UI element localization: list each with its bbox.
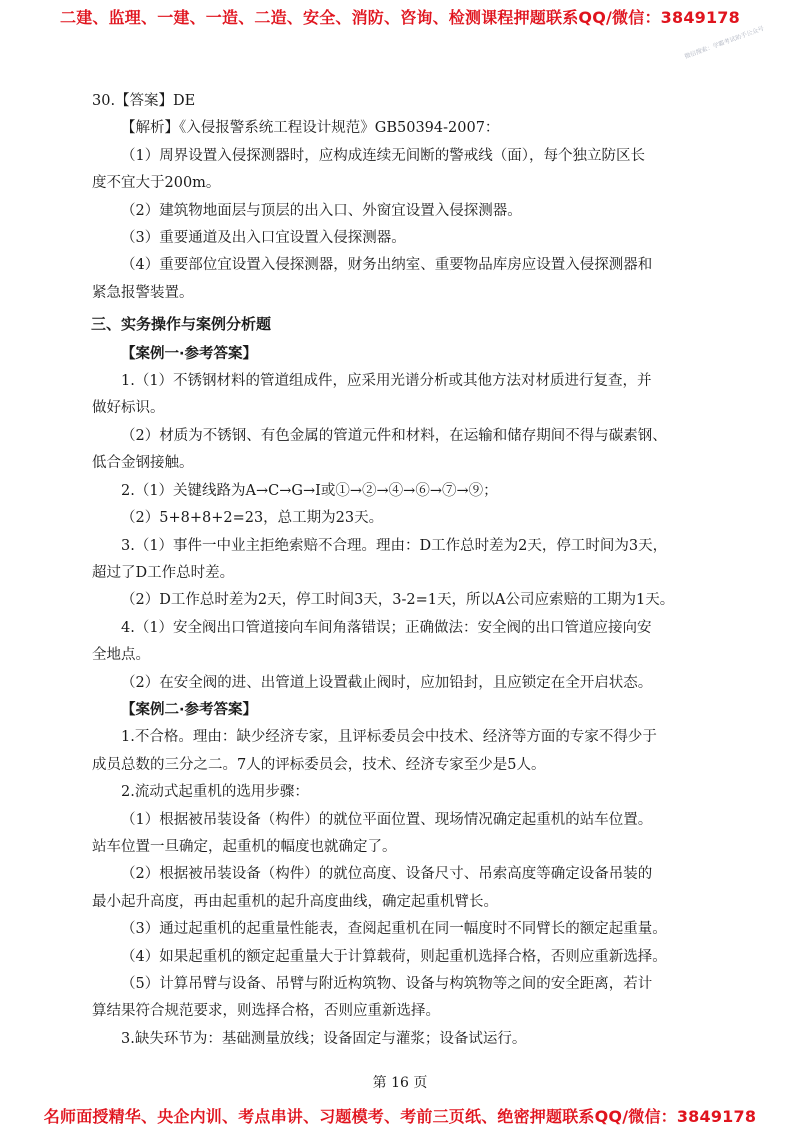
section-title: 三、实务操作与案例分析题 [91, 315, 272, 334]
q30-item3: （3）重要通道及出入口宜设置入侵探测器。 [121, 230, 406, 247]
q30-item4: （4）重要部位宜设置入侵探测器，财务出纳室、重要物品库房应设置入侵探测器和 [121, 257, 653, 274]
case2-line: （2）根据被吊装设备（构件）的就位高度、设备尺寸、吊索高度等确定设备吊装的 [121, 866, 653, 883]
case1-line: 低合金钢接触。 [92, 455, 194, 472]
case2-line: （5）计算吊臂与设备、吊臂与附近构筑物、设备与构筑物等之间的安全距离，若计 [121, 976, 653, 992]
case1-line: 3.（1）事件一中业主拒绝索赔不合理。理由：D工作总时差为2天，停工时间为3天， [121, 537, 668, 554]
case2-line: 最小起升高度，再由起重机的起升高度曲线，确定起重机臂长。 [92, 893, 498, 910]
case1-line: （2）D工作总时差为2天，停工时间3天，3-2=1天，所以A公司应索赔的工期为1天。 [121, 592, 675, 609]
case1-line: （2）5+8+8+2=23，总工期为23天。 [121, 510, 384, 527]
case1-line: （2）在安全阀的进、出管道上设置截止阀时，应加铅封，且应锁定在全开启状态。 [121, 674, 653, 691]
case1-line: （2）材质为不锈钢、有色金属的管道元件和材料，在运输和储存期间不得与碳素钢、 [121, 427, 667, 444]
case2-line: 成员总数的三分之二。7人的评标委员会，技术、经济专家至少是5人。 [92, 756, 546, 773]
watermark-text: 微信搜索：学霸考试助手公众号 [683, 25, 766, 61]
q30-item1-cont: 度不宜大于200m。 [92, 175, 221, 192]
q30-item1: （1）周界设置入侵探测器时，应构成连续无间断的警戒线（面），每个独立防区长 [121, 147, 645, 164]
case2-line: 算结果符合规范要求，则选择合格，否则应重新选择。 [92, 1003, 440, 1020]
case2-line: 站车位置一旦确定，起重机的幅度也就确定了。 [92, 838, 397, 855]
bottom-banner: 名师面授精华、央企内训、考点串讲、习题模考、考前三页纸、绝密押题联系QQ/微信：3849178 [43, 1107, 757, 1126]
q30-analysis: 【解析】《入侵报警系统工程设计规范》GB50394-2007： [121, 120, 500, 137]
case1-line: 1.（1）不锈钢材料的管道组成件，应采用光谱分析或其他方法对材质进行复查，并 [121, 373, 652, 390]
case2-line: 1.不合格。理由：缺少经济专家，且评标委员会中技术、经济等方面的专家不得少于 [121, 729, 657, 746]
case2-line: 2.流动式起重机的选用步骤： [121, 784, 309, 801]
page-number: 第 16 页 [372, 1075, 428, 1091]
case1-title: 【案例一·参考答案】 [121, 345, 258, 362]
case2-title: 【案例二·参考答案】 [121, 701, 258, 718]
q30-item2: （2）建筑物地面层与顶层的出入口、外窗宜设置入侵探测器。 [121, 202, 522, 219]
case2-line: （1）根据被吊装设备（构件）的就位平面位置、现场情况确定起重机的站车位置。 [121, 811, 653, 828]
q30-item4-cont: 紧急报警装置。 [92, 284, 194, 301]
case2-line: 3.缺失环节为：基础测量放线；设备固定与灌浆；设备试运行。 [121, 1030, 527, 1047]
case1-line: 4.（1）安全阀出口管道接向车间角落错误；正确做法：安全阀的出口管道应接向安 [121, 619, 652, 636]
case1-line: 2.（1）关键线路为A→C→G→I或①→②→④→⑥→⑦→⑨； [121, 482, 498, 499]
case1-line: 超过了D工作总时差。 [92, 564, 235, 581]
case1-line: 全地点。 [92, 647, 150, 664]
q30-answer: 30.【答案】DE [92, 93, 196, 109]
document-body [92, 88, 714, 1053]
case1-line: 做好标识。 [92, 400, 165, 417]
case2-line: （4）如果起重机的额定起重量大于计算载荷，则起重机选择合格，否则应重新选择。 [121, 948, 667, 965]
case2-line: （3）通过起重机的起重量性能表，查阅起重机在同一幅度时不同臂长的额定起重量。 [121, 921, 667, 938]
top-banner: 二建、监理、一建、一造、二造、安全、消防、咨询、检测课程押题联系QQ/微信：3849178 [60, 8, 740, 27]
